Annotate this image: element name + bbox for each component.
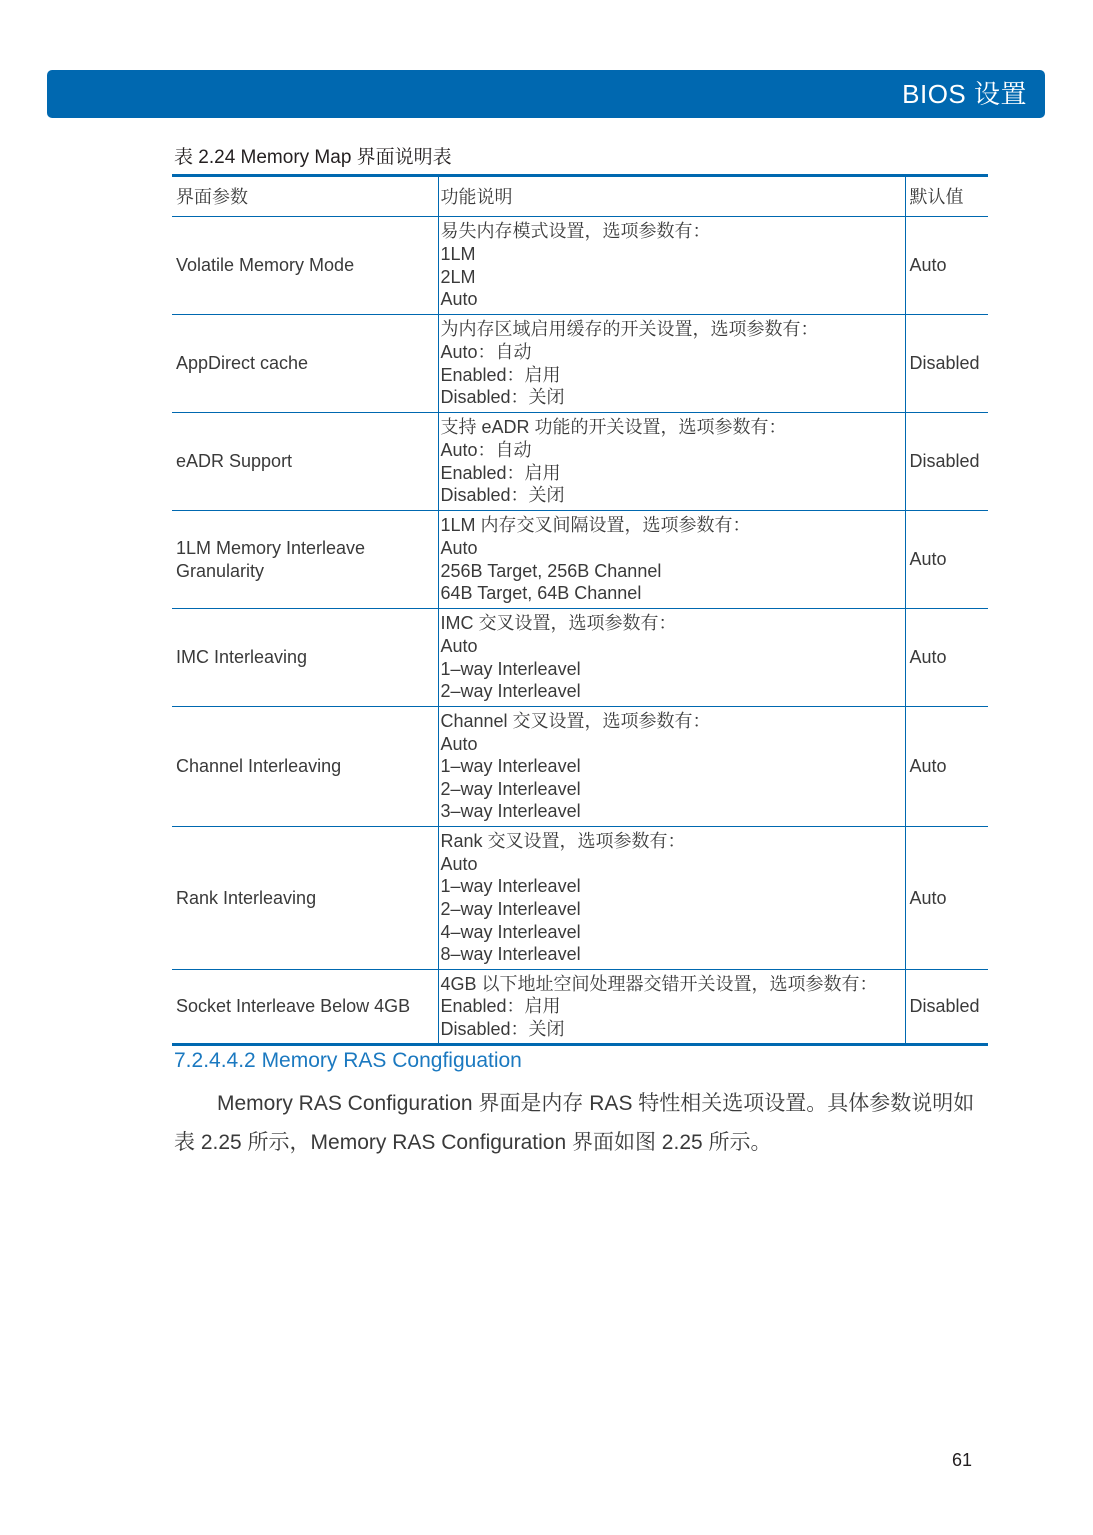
table-caption: 表 2.24 Memory Map 界面说明表 <box>174 147 452 168</box>
desc-line: Auto <box>440 853 478 874</box>
desc-line: Enabled：启用 <box>440 462 561 483</box>
header-bar <box>47 70 1045 118</box>
default-cell: Auto <box>905 511 988 609</box>
table-row <box>172 827 988 970</box>
default-cell: Disabled <box>905 413 988 511</box>
table-row <box>172 511 988 609</box>
desc-line: 1LM 内存交叉间隔设置，选项参数有： <box>440 515 751 536</box>
param-cell: Channel Interleaving <box>172 707 438 827</box>
table-header-row <box>172 176 988 217</box>
desc-line: 2–way Interleavel <box>440 778 581 799</box>
desc-cell <box>438 511 905 609</box>
desc-line: 3–way Interleavel <box>440 801 581 822</box>
table-row <box>172 315 988 413</box>
default-cell: Auto <box>905 827 988 970</box>
header-param: 界面参数 <box>172 176 438 217</box>
desc-line: Enabled：启用 <box>440 996 561 1017</box>
desc-line: Disabled：关闭 <box>440 1018 565 1039</box>
desc-cell <box>438 827 905 970</box>
param-cell: Rank Interleaving <box>172 827 438 970</box>
param-cell: IMC Interleaving <box>172 609 438 707</box>
param-cell: 1LM Memory Interleave Granularity <box>172 511 438 609</box>
desc-line: Auto <box>440 635 478 656</box>
desc-line: 8–way Interleavel <box>440 944 581 965</box>
default-cell: Disabled <box>905 315 988 413</box>
desc-line: 2LM <box>440 266 476 287</box>
page-number: 61 <box>952 1450 973 1470</box>
desc-line: 2–way Interleavel <box>440 681 581 702</box>
desc-cell <box>438 970 905 1045</box>
default-cell: Auto <box>905 217 988 315</box>
desc-line: 1–way Interleavel <box>440 876 581 897</box>
param-cell: eADR Support <box>172 413 438 511</box>
memory-map-table <box>172 174 988 1046</box>
desc-line: Rank 交叉设置，选项参数有： <box>440 831 686 852</box>
table-row <box>172 217 988 315</box>
desc-cell <box>438 609 905 707</box>
desc-line: Channel 交叉设置，选项参数有： <box>440 711 711 732</box>
default-cell: Auto <box>905 707 988 827</box>
desc-line: 为内存区域启用缓存的开关设置，选项参数有： <box>440 319 819 340</box>
desc-line: 4GB 以下地址空间处理器交错开关设置，选项参数有： <box>440 973 878 994</box>
desc-line: Auto <box>440 289 478 310</box>
param-cell: Volatile Memory Mode <box>172 217 438 315</box>
desc-line: IMC 交叉设置，选项参数有： <box>440 613 677 634</box>
param-cell: AppDirect cache <box>172 315 438 413</box>
desc-cell <box>438 413 905 511</box>
table-row <box>172 707 988 827</box>
desc-line: Enabled：启用 <box>440 364 561 385</box>
desc-line: 1LM <box>440 243 476 264</box>
desc-line: Auto：自动 <box>440 439 532 460</box>
table-row <box>172 970 988 1045</box>
default-cell: Auto <box>905 609 988 707</box>
desc-cell <box>438 707 905 827</box>
desc-line: 1–way Interleavel <box>440 658 581 679</box>
desc-line: 64B Target, 64B Channel <box>440 583 642 604</box>
table-row <box>172 609 988 707</box>
desc-line: 4–way Interleavel <box>440 921 581 942</box>
desc-line: Disabled：关闭 <box>440 485 565 506</box>
header-title: BIOS 设置 <box>902 79 1027 109</box>
desc-line: 1–way Interleavel <box>440 756 581 777</box>
desc-line: 256B Target, 256B Channel <box>440 560 662 581</box>
section-heading: 7.2.4.4.2 Memory RAS Congfiguation <box>174 1049 522 1072</box>
header-desc: 功能说明 <box>438 176 905 217</box>
desc-line: 易失内存模式设置，选项参数有： <box>440 221 711 242</box>
desc-line: Disabled：关闭 <box>440 387 565 408</box>
body-paragraph: Memory RAS Configuration 界面是内存 RAS 特性相关选项设置。具体参数说明如表 2.25 所示，Memory RAS Configuration 界面如图 2.25 所示。 <box>174 1092 975 1154</box>
param-cell: Socket Interleave Below 4GB <box>172 970 438 1045</box>
desc-line: 支持 eADR 功能的开关设置，选项参数有： <box>440 417 787 438</box>
desc-line: Auto <box>440 537 478 558</box>
default-cell: Disabled <box>905 970 988 1045</box>
table-row <box>172 413 988 511</box>
desc-line: Auto：自动 <box>440 341 532 362</box>
desc-line: Auto <box>440 733 478 754</box>
desc-cell <box>438 315 905 413</box>
desc-line: 2–way Interleavel <box>440 899 581 919</box>
desc-cell <box>438 217 905 315</box>
header-default: 默认值 <box>905 176 988 217</box>
